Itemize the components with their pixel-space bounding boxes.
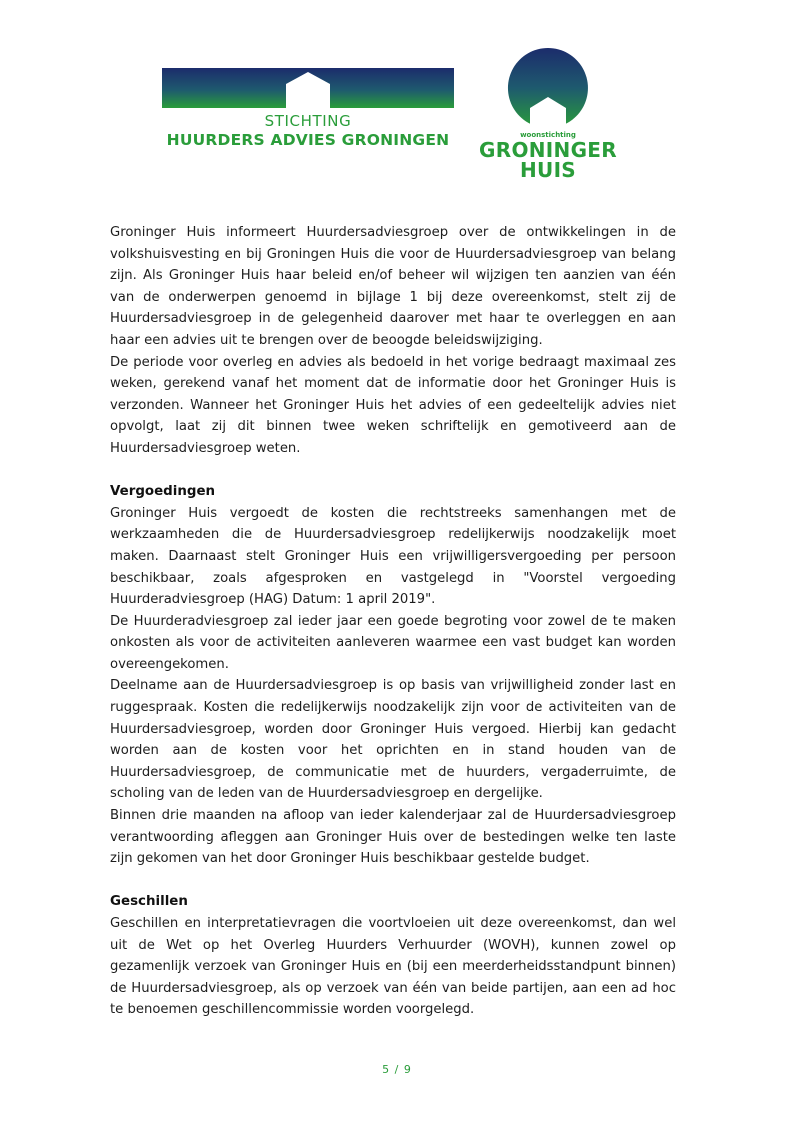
house-circle-icon (505, 44, 591, 130)
document-body (110, 222, 676, 1021)
section-heading-vergoedingen: Vergoedingen (110, 484, 216, 500)
section-heading-geschillen: Geschillen (110, 894, 188, 910)
groninger-huis-logo (478, 44, 618, 184)
paragraph: Deelname aan de Huurdersadviesgroep is op basis van vrijwilligheid zonder last en ruggespraak. Kosten die redelijkerwijs noodzakelijk zijn voor de activiteiten van de Huurdersadviesgroep, worden door Groninger Huis vergoed. Hierbij kan gedacht worden aan de kosten voor het oprichten en in stand houden van de Huurdersadviesgroep, de communicatie met de huurders, vergaderruimte, de scholing van de leden van de Huurdersadviesgroep en dergelijke. (110, 678, 676, 802)
huurders-advies-logo (162, 68, 454, 156)
logo-groninger-text: GRONINGER (479, 138, 617, 162)
paragraph: De Huurderadviesgroep zal ieder jaar een goede begroting voor zowel de te maken onkosten als voor de activiteiten aanleveren waarmee een vast budget kan worden overeengekomen. (110, 613, 676, 672)
page-number: 5 / 9 (382, 1063, 412, 1076)
paragraph: Groninger Huis informeert Huurdersadviesgroep over de ontwikkelingen in de volkshuisvesting en bij Groningen Huis die voor de Huurdersadviesgroep van belang zijn. Als Groninger Huis haar beleid en/of beheer wil wijzigen ten aanzien van één van de onderwerpen genoemd in bijlage 1 bij deze overeenkomst, stelt zij de Huurdersadviesgroep in de gelegenheid daarover met haar te overleggen en aan haar een advies uit te brengen over de beoogde beleidswijziging. (110, 225, 676, 348)
logo-huis-text: HUIS (519, 158, 577, 182)
logo-woonstichting-text: woonstichting (520, 131, 576, 139)
paragraph: Geschillen en interpretatievragen die voortvloeien uit deze overeenkomst, dan wel uit de Wet op het Overleg Huurders Verhuurder (WOVH), kunnen zowel op gezamenlijk verzoek van Groninger Huis en (bij een meerderheidsstandpunt binnen) de Huurdersadviesgroep, als op verzoek van één van beide partijen, aan een ad hoc te benoemen geschillencommissie worden voorgelegd. (110, 916, 676, 1018)
paragraph: Binnen drie maanden na afloop van ieder kalenderjaar zal de Huurdersadviesgroep verantwoording afleggen aan Groninger Huis over de bestedingen welke ten laste zijn gekomen van het door Groninger Huis beschikbaar gestelde budget. (110, 808, 676, 867)
logo-stichting-text: STICHTING (264, 112, 352, 130)
paragraph: De periode voor overleg en advies als bedoeld in het vorige bedraagt maximaal zes weken, gerekend vanaf het moment dat de informatie door het Groninger Huis is verzonden. Wanneer het Groninger Huis het advies of een gedeeltelijk advies niet opvolgt, laat zij dit binnen twee weken schriftelijk en gemotiveerd aan de Huurdersadviesgroep weten. (110, 354, 676, 456)
paragraph: Groninger Huis vergoedt de kosten die rechtstreeks samenhangen met de werkzaamheden die de Huurdersadviesgroep redelijkerwijs noodzakelijk moet maken. Daarnaast stelt Groninger Huis een vrijwilligersvergoeding per persoon beschikbaar, zoals afgesproken en vastgelegd in "Voorstel vergoeding Huurderadviesgroep (HAG) Datum: 1 april 2019". (110, 505, 676, 608)
logo-huurders-text: HUURDERS ADVIES GRONINGEN (166, 131, 450, 149)
house-banner-icon (162, 68, 454, 108)
logo-groninger-huis-text (478, 140, 618, 180)
